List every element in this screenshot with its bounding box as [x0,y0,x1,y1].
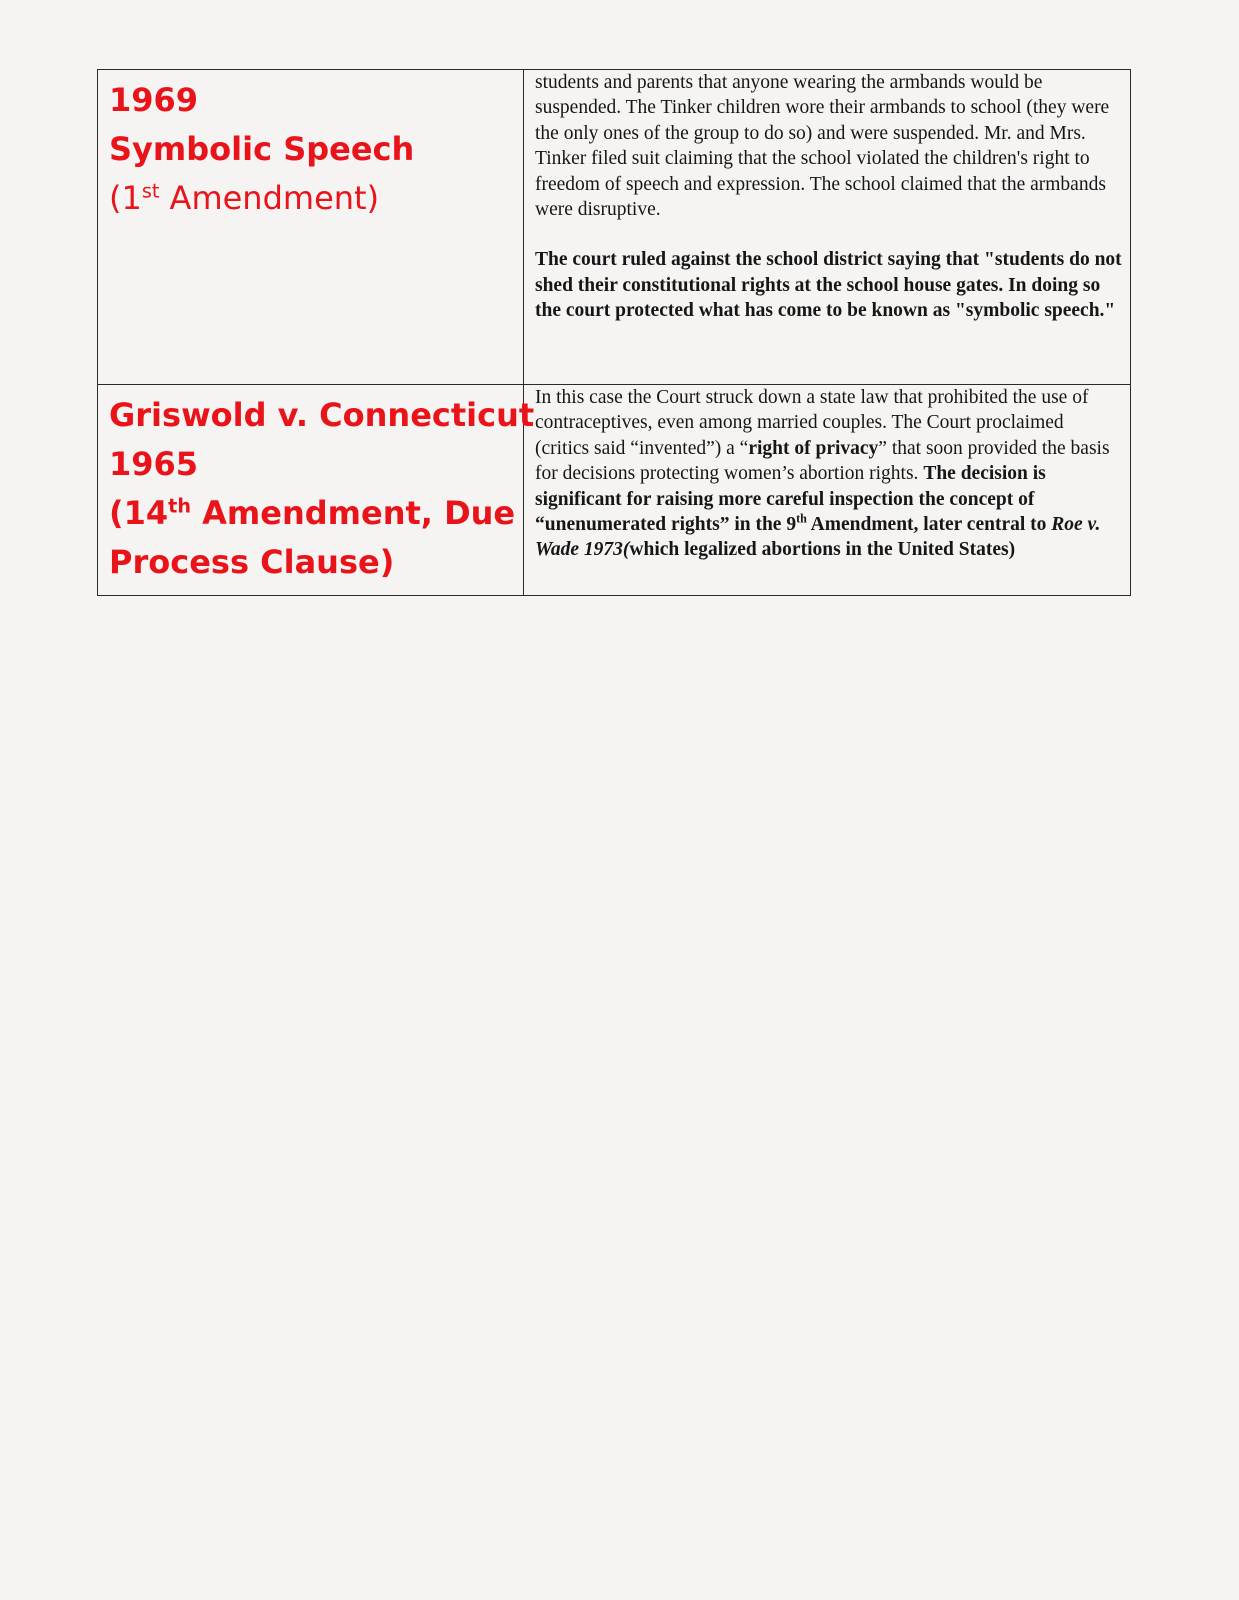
case-description-paragraph: students and parents that anyone wearing the armbands would be suspended. The Tinker children wore their armbands to school (they were the only ones of the group to do so) and were suspended. Mr. and Mrs. Tinker filed suit claiming that the school violated the children's right to freedom of speech and expression. The school claimed that the armbands were disruptive. [535,72,1110,221]
cases-table [97,69,1131,596]
case-heading-cell [98,70,524,385]
table-row [98,70,1131,385]
case-year: 1965 [109,445,199,483]
case-ruling-paragraph: The court ruled against the school district saying that "students do not shed their constitutional rights at the school house gates. In doing so the court protected what has come to be known as "symbolic speech." [535,249,1122,322]
case-amendment: (14th Amendment, Due [109,494,516,532]
case-description-cell [524,385,1131,596]
table-row [98,385,1131,596]
case-amendment-continued: Process Clause) [109,543,395,581]
case-description-cell [524,70,1131,385]
case-year: 1969 [109,81,199,119]
case-description-paragraph: In this case the Court struck down a state law that prohibited the use of contraceptives, even among married couples. The Court proclaimed (critics said “invented”) a “right of privacy” that soon provided the basis for decisions protecting women’s abortion rights. The decision is significant for raising more careful inspection the concept of “unenumerated rights” in the 9th Amendment, later central to Roe v. Wade 1973(which legalized abortions in the United States) [535,387,1110,561]
case-title: Symbolic Speech [109,130,415,168]
case-name: Griswold v. Connecticut [109,396,535,434]
case-heading-cell [98,385,535,596]
case-amendment: (1st Amendment) [109,179,380,217]
